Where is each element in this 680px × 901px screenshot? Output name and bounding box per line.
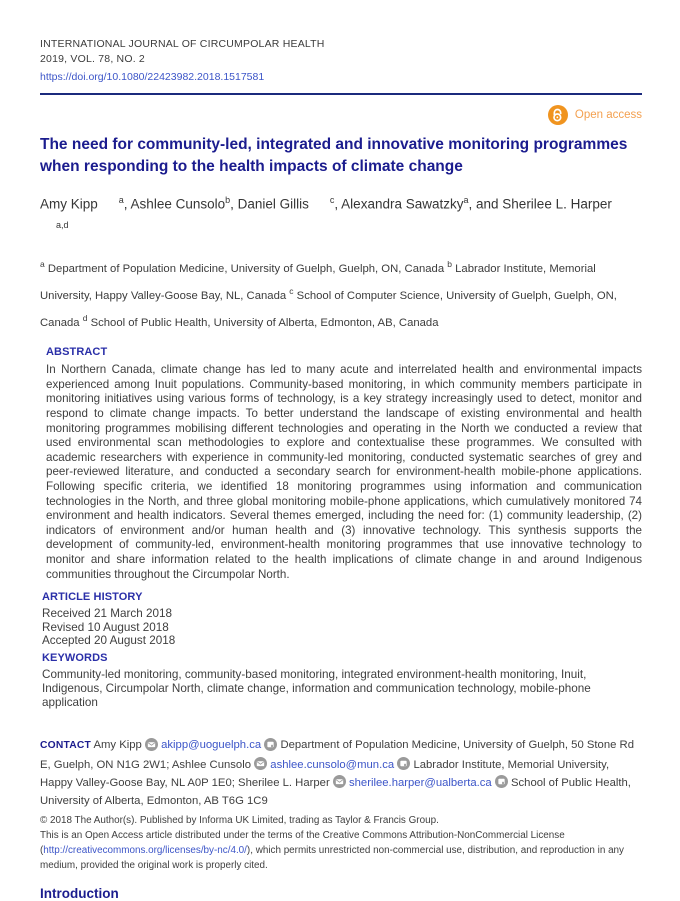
license-link[interactable]: http://creativecommons.org/licenses/by-nc/4.0/ <box>43 845 247 857</box>
email-icon <box>333 775 346 788</box>
license-text <box>40 828 642 873</box>
author-superscript: a <box>118 195 124 205</box>
keywords-section <box>40 652 642 710</box>
contact-name: Ashlee Cunsolo <box>171 758 251 771</box>
building-icon <box>495 775 508 788</box>
affiliations <box>40 253 642 333</box>
contact-address: Labrador Institute, Memorial University, Happy Valley-Goose Bay, NL A0P 1E0; <box>40 758 610 789</box>
abstract-heading: ABSTRACT <box>46 346 108 359</box>
author-superscript: c <box>329 195 335 205</box>
affiliation-superscript: a <box>40 259 45 269</box>
contact-name: Amy Kipp <box>93 739 142 752</box>
abstract-section <box>40 346 642 582</box>
email-icon <box>145 738 158 751</box>
journal-header <box>40 37 642 125</box>
affiliation-text: Labrador Institute, Memorial University, Happy Valley-Goose Bay, NL, Canada <box>40 262 596 302</box>
author-superscript: b <box>225 195 231 205</box>
affiliation-superscript: d <box>82 312 88 323</box>
article-history-list <box>42 607 642 647</box>
doi-link[interactable]: https://doi.org/10.1080/22423982.2018.1517581 <box>40 71 265 83</box>
history-accepted: Accepted 20 August 2018 <box>42 634 176 648</box>
author-name: , and Sherilee L. Harper <box>468 196 612 212</box>
open-access-label: Open access <box>574 109 642 121</box>
article-title: The need for community-led, integrated and innovative monitoring programmes when responding to the health impacts of climate change <box>40 136 628 175</box>
author-superscript: a,d <box>56 219 69 230</box>
contact-name: Sherilee L. Harper <box>238 776 330 789</box>
open-access-badge[interactable] <box>40 105 642 125</box>
journal-name: INTERNATIONAL JOURNAL OF CIRCUMPOLAR HEALTH <box>40 38 325 50</box>
keywords-heading: KEYWORDS <box>42 652 108 665</box>
authors-line <box>40 190 642 239</box>
contact-address: School of Public Health, University of Alberta, Edmonton, AB T6G 1C9 <box>40 776 631 808</box>
contact-email-link[interactable]: akipp@uoguelph.ca <box>161 739 262 752</box>
author-name: , Ashlee Cunsolo <box>123 196 226 212</box>
affiliation-superscript: b <box>447 259 452 269</box>
journal-issue: 2019, VOL. 78, NO. 2 <box>40 53 145 65</box>
author-superscript: a <box>463 195 469 205</box>
contact-email-link[interactable]: ashlee.cunsolo@mun.ca <box>270 758 395 771</box>
contact-block <box>40 736 642 810</box>
open-access-lock-icon <box>548 105 568 125</box>
author-name: , Daniel Gillis <box>230 196 309 212</box>
contact-email-link[interactable]: sherilee.harper@ualberta.ca <box>349 776 492 789</box>
contact-label: CONTACT <box>40 740 91 752</box>
license-block <box>40 813 642 873</box>
copyright-line: © 2018 The Author(s). Published by Informa UK Limited, trading as Taylor & Francis Group. <box>40 815 439 827</box>
contact-address: Department of Population Medicine, University of Guelph, 50 Stone Rd E, Guelph, ON N1G 2W1; <box>40 739 634 771</box>
email-icon <box>254 757 267 770</box>
history-revised: Revised 10 August 2018 <box>42 620 169 634</box>
abstract-text: In Northern Canada, climate change has led to many acute and interrelated health and environmental impacts experienced among Inuit populations. Community-based monitoring, in which community members participate in monitoring initiatives using various forms of technology, is a key strategy increasingly used to detect, monitor and respond to climate change impacts. To better understand the landscape of existing environmental and health monitoring programmes mobilising different technologies and operating in the North we conducted a review that used environmental scan methodologies to explore and contextualise these programmes. We consulted with academic researchers with experience in community-led monitoring, conducted systematic searches of grey and peer-reviewed literature, and conducted a secondary search for environment-health mobile-phone applications. Following specific criteria, we identified 18 monitoring programmes using information and communication technologies in the North, and three global monitoring mobile-phone applications, which cumulatively monitored 74 environment and health indicators. Several themes emerged, including the need for: (1) community leadership, (2) indicators of environment and/or human health and (3) innovative technology. This synthesis supports the development of community-led, environment-health monitoring programmes that use innovative technology to monitor and share information related to the health implications of climate change in and around Indigenous communities throughout the Circumpolar North. <box>46 363 642 581</box>
keywords-text: Community-led monitoring, community-based monitoring, integrated environment-health monitoring, Inuit, Indigenous, Circumpolar North, climate change, information and communication technology, mobile-phone application <box>42 668 591 710</box>
author-name: Amy Kipp <box>40 196 98 212</box>
affiliation-text: School of Public Health, University of Alberta, Edmonton, AB, Canada <box>90 316 439 329</box>
article-history-section <box>40 591 642 647</box>
affiliation-text: Department of Population Medicine, University of Guelph, Guelph, ON, Canada <box>47 262 445 275</box>
author-name: , Alexandra Sawatzky <box>334 196 464 212</box>
building-icon <box>397 757 410 770</box>
header-divider <box>40 93 642 95</box>
affiliation-superscript: c <box>289 285 294 296</box>
introduction-heading: Introduction <box>40 886 119 901</box>
license-text-pre: This is an Open Access article distributed under the terms of the Creative Commons Attribution-NonCommercial License ( <box>40 830 565 857</box>
license-text-post: ), which permits unrestricted non-commercial use, distribution, and reproduction in any medium, provided the original work is properly cited. <box>40 845 624 872</box>
affiliation-text: School of Computer Science, University of Guelph, Guelph, ON, Canada <box>40 289 617 329</box>
history-received: Received 21 March 2018 <box>42 607 172 621</box>
article-history-heading: ARTICLE HISTORY <box>42 591 143 604</box>
building-icon <box>264 738 277 751</box>
